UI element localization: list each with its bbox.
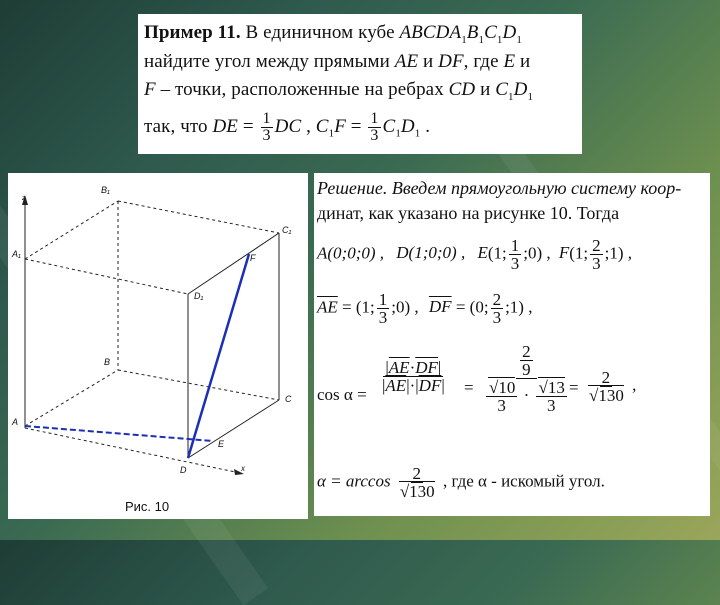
solution-intro-2: динат, как указано на рисунке 10. Тогда [317, 203, 620, 223]
label-b: B [104, 357, 111, 367]
label-c: C [285, 394, 292, 404]
edge-d1c1 [188, 233, 279, 294]
cos-fraction: $\frac{|\overline{AE}\cdot\overline{DF}|}{|\overline{AE}|\cdot|\overline{DF}|}$ [382, 358, 445, 395]
problem-line-1: Пример 11. В единичном кубе $ABCDA_1B_1C_1D_1$ [144, 22, 522, 46]
segment-ae [25, 426, 213, 441]
label-a: A [12, 417, 19, 427]
final-answer: α = arccos $\frac{2}{√130}$ , где α - искомый угол. [317, 464, 605, 501]
cos-label: cos α = [317, 385, 367, 404]
problem-line-3: F – точки, расположенные на ребрах CD и $C_1D_1$ [144, 79, 534, 103]
solution-intro-1: Решение. Введем прямоугольную систему коор- [317, 178, 682, 198]
cube-diagram [8, 173, 308, 519]
problem-line-4: так, что DE = $\frac{1}{3}$ DC , $C_1F$ = $\frac{1}{3}$ $C_1D_1$ . [144, 110, 431, 144]
label-d1: D₁ [194, 291, 204, 301]
edge-a1d1 [25, 259, 188, 294]
cos-result: $\frac{2}{√130}$ , [589, 368, 637, 405]
label-b1: B₁ [101, 185, 110, 195]
label-e: E [218, 439, 225, 449]
x-axis [25, 428, 240, 473]
label-z-axis: z [22, 195, 26, 202]
eq-sign-1: = [464, 378, 474, 397]
label-d: D [180, 465, 187, 475]
edge-b1c1 [118, 201, 279, 233]
figure-caption: Рис. 10 [125, 499, 170, 514]
problem-line-2: найдите угол между прямыми AE и DF, где E и [144, 51, 531, 72]
label-x-axis: x [241, 464, 245, 473]
edge-bc [118, 370, 279, 400]
edge-ab [25, 370, 118, 426]
point-coordinates: A(0;0;0) , D(1;0;0) , E(1; $\frac{1}{3}$ ;0) , F(1; $\frac{2}{3}$ ;1) , [317, 236, 633, 273]
solution-panel [314, 173, 710, 516]
eq-sign-2: = [569, 378, 579, 397]
edge-a1b1 [25, 201, 118, 259]
label-a1: A₁ [12, 249, 21, 259]
vector-coordinates: $\overline{AE} = (1$; $\frac{1}{3}$ ;0) , $\overline{DF} = (0$; $\frac{2}{3}$ ;1) , [317, 290, 533, 327]
problem-panel [138, 14, 582, 154]
cube-figure-panel [8, 173, 308, 519]
segment-df [188, 254, 249, 458]
cos-middle-fraction: $\frac{2}{9}$ $\frac{√10}{3}$ · $\frac{√13}{3}$ [480, 343, 573, 414]
label-c1: C₁ [282, 225, 292, 235]
label-f: F [250, 253, 256, 263]
